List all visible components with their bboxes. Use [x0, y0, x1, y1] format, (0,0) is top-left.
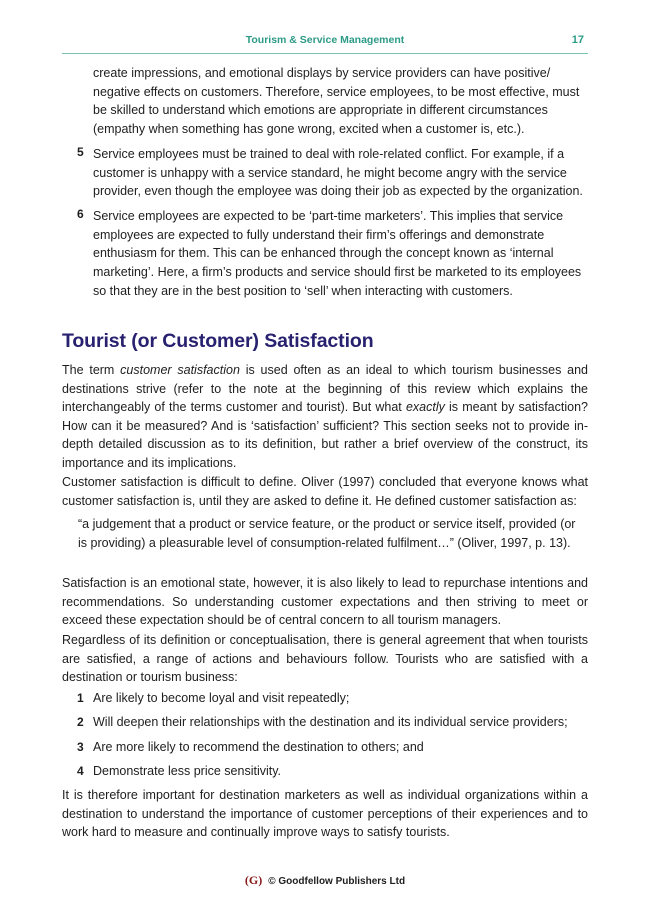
- paragraph-intro: [62, 361, 588, 473]
- running-title: Tourism & Service Management: [245, 34, 405, 46]
- list-item-text: Service employees must be trained to deal with role-related conflict. For example, if a customer is unhappy with a service standard, he might become angry with the service provider, even though the employee was doing their job as expected by the organization.: [93, 146, 583, 199]
- list-item-number: 4: [77, 763, 84, 778]
- list-item-number: 5: [77, 144, 84, 159]
- list-item-number: 2: [77, 715, 84, 730]
- list-item: [62, 762, 588, 786]
- role-list: [62, 64, 588, 300]
- page-number: 17: [571, 34, 584, 46]
- page-footer: [0, 873, 650, 888]
- section-heading: Tourist (or Customer) Satisfaction: [62, 330, 374, 352]
- list-item-number: 6: [77, 206, 84, 221]
- paragraph-agreement: Regardless of its definition or conceptualisation, there is general agreement that when tourists are satisfied, a range of actions and behaviours follow. Tourists who are satisfied with a destination or tourism business:: [62, 633, 588, 685]
- list-item-text: Will deepen their relationships with the destination and its individual service providers;: [93, 715, 568, 730]
- list-item-number: 3: [77, 739, 84, 754]
- text-run: The term: [62, 363, 121, 377]
- list-item-text: Demonstrate less price sensitivity.: [93, 763, 282, 778]
- list-item: [62, 713, 588, 737]
- list-item-text: create impressions, and emotional displays by service providers can have positive/ negative effects on customers. Therefore, service employees, to be most effective, must be skilled to understand which emotions are appropriate in different circumstances (empathy when something has gone wrong, excited when a customer is, etc.).: [93, 66, 580, 137]
- list-item: [62, 64, 588, 139]
- list-item: [62, 738, 588, 762]
- list-item-number: 1: [77, 691, 84, 705]
- paragraph-definition: Customer satisfaction is difficult to define. Oliver (1997) concluded that everyone knows what customer satisfaction is, until they are asked to define it. He defined customer satisfaction as:: [62, 475, 588, 508]
- list-item: [62, 145, 588, 201]
- copyright-text: © Goodfellow Publishers Ltd: [268, 876, 406, 887]
- emphasis: exactly: [405, 400, 445, 415]
- block-quote: “a judgement that a product or service feature, or the product or service itself, provided (or is providing) a pleasurable level of consumption-related fulfilment…” (Oliver, 1997, p. 13).: [78, 517, 576, 550]
- list-item-text: Are likely to become loyal and visit repeatedly;: [93, 691, 350, 705]
- list-item-text: Are more likely to recommend the destination to others; and: [93, 739, 424, 754]
- list-item: [62, 207, 588, 301]
- text-run: is used often as an ideal to which tourism businesses and destinations strive (refer to the note at the beginning of this review which explains the interchangeably of the terms customer and tourist). But what: [62, 363, 588, 415]
- list-item: [62, 689, 588, 713]
- outcomes-list: [62, 689, 588, 786]
- emphasis: customer satisfaction: [120, 363, 240, 377]
- text-run: is meant by satisfaction? How can it be measured? And is ‘satisfaction’ sufficient? This section seeks not to provide in-depth detailed discussion as to its definition, but rather a brief overview of the construct, its importance and its implications.: [62, 400, 588, 470]
- header-rule: [62, 53, 588, 54]
- paragraph-conclusion: It is therefore important for destination marketers as well as individual organizations within a destination to understand the importance of customer perceptions of their experiences and to work hard to measure and continually improve ways to satisfy tourists.: [62, 788, 588, 840]
- publisher-logo: (G): [244, 873, 263, 887]
- paragraph-emotional-state: Satisfaction is an emotional state, however, it is also likely to lead to repurchase intentions and recommendations. So understanding customer expectations and then striving to meet or exceed these expectation should be of central concern to all tourism managers.: [62, 576, 588, 628]
- list-item-text: Service employees are expected to be ‘part-time marketers’. This implies that service employees are expected to fully understand their firm’s offerings and demonstrate enthusiasm for them. This can be enhanced through the concept known as ‘internal marketing’. Here, a firm’s products and service should first be marketed to its employees so that they are in the best position to ‘sell’ when interacting with customers.: [93, 208, 582, 298]
- running-head: [62, 34, 588, 52]
